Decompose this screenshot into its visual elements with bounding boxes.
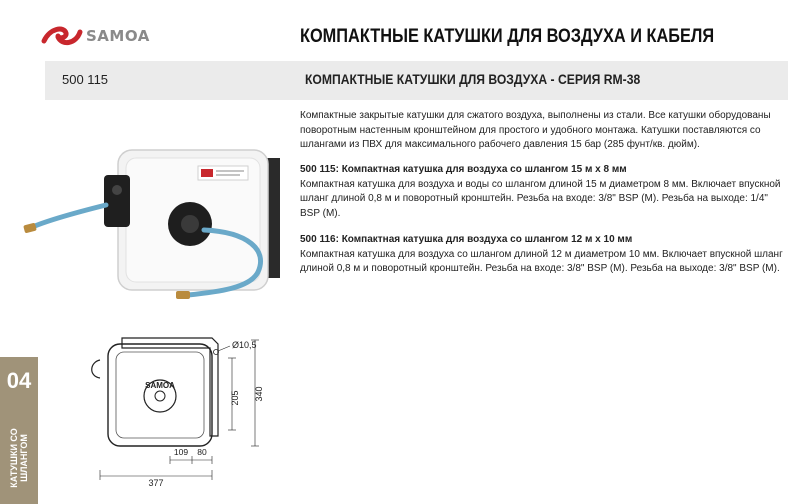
drawing-brand: SAMOA [145, 381, 175, 390]
dim-total-width: 377 [148, 478, 164, 488]
product-title: 500 115: Компактная катушка для воздуха со шлангом 15 м х 8 мм [300, 164, 627, 175]
technical-drawing [70, 318, 305, 488]
chapter-label-line2: ШЛАНГОМ [19, 434, 29, 482]
logo-text: SAMOA [86, 27, 150, 45]
chapter-label [4, 420, 34, 496]
chapter-label-text [9, 428, 29, 487]
dim-total-height: 340 [254, 386, 264, 402]
samoa-logo [40, 22, 190, 50]
chapter-label-line1: КАТУШКИ СО [9, 428, 19, 488]
product-title: 500 116: Компактная катушка для воздуха со шлангом 12 м х 10 мм [300, 234, 633, 245]
product-description: Компактная катушка для воздуха со шлангом длиной 12 м диаметром 10 мм. Включает впускной шланг длиной 0,8 м и поворотный кронштейн. Резьба на входе: 3/8" BSP (M). Резьба на выходе: 3/8" BSP (M). [300, 248, 783, 274]
product-description: Компактная катушка для воздуха и воды со шлангом длиной 15 м диаметром 8 мм. Включает впускной шланг длиной 0,8 м и поворотный кронштейн. Резьба на входе: 3/8" BSP (M). Резьба на выходе: 1/4" BSP (M). [300, 178, 781, 219]
series-title: КОМПАКТНЫЕ КАТУШКИ ДЛЯ ВОЗДУХА - СЕРИЯ RM-38 [305, 72, 641, 87]
dim-width-a: 109 [173, 447, 189, 457]
product-block-2 [300, 233, 790, 277]
dim-hole-diameter: Ø10,5 [232, 340, 257, 350]
page-title: КОМПАКТНЫЕ КАТУШКИ ДЛЯ ВОЗДУХА И КАБЕЛЯ [300, 26, 715, 47]
intro-paragraph [300, 109, 790, 153]
samoa-s-logo-icon [40, 24, 84, 48]
intro-text: Компактные закрытые катушки для сжатого воздуха, выполнены из стали. Все катушки оборудованы поворотным настенным кронштейном для простого и удобного монтажа. Катушки поставляются со шлангами из ПВХ для максимального рабочего давления 15 бар (285 фунт/кв. дюйм). [300, 110, 771, 150]
dim-width-b: 80 [197, 447, 207, 457]
product-block-1 [300, 163, 790, 221]
chapter-number: 04 [6, 368, 32, 393]
hose-reel-photo [18, 120, 293, 315]
section-code: 500 115 [62, 72, 109, 87]
dim-inner-height: 205 [230, 390, 240, 406]
